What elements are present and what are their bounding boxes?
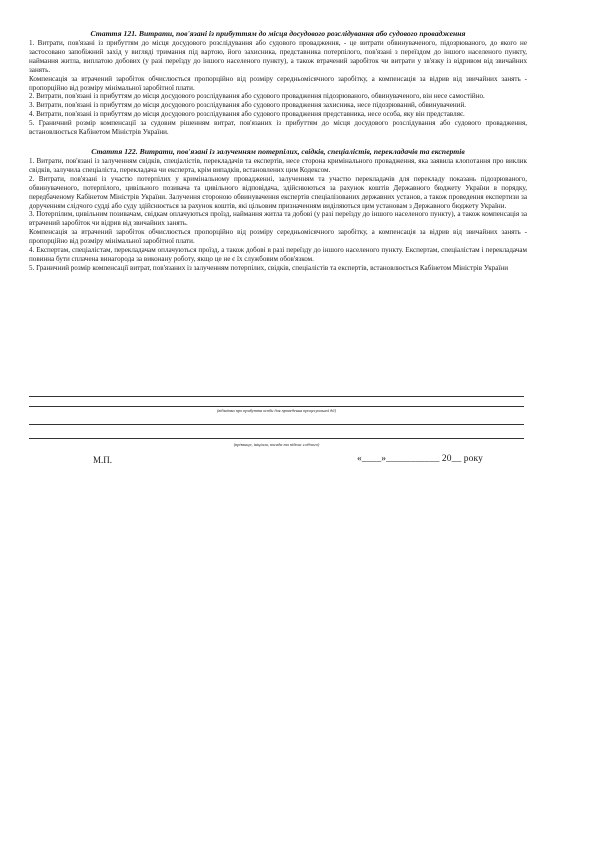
article-122-paragraph: Компенсація за втрачений заробіток обчислюється пропорційно від розміру середньомісячного заробітку, а компенсація за відрив від звичайних занять - пропорційно від розміру мінімальної заробітної плати.: [29, 228, 527, 246]
article-122-title: Стаття 122. Витрати, пов'язані із залученням потерпілих, свідків, спеціалістів, перекладачів та експертів: [91, 146, 465, 156]
article-121-paragraph: 4. Витрати, пов'язані із прибуттям до місця досудового розслідування або судового провадження представника, несе особа, яку він представляє.: [29, 110, 465, 119]
section-gap: [29, 137, 527, 147]
article-122-paragraph: 2. Витрати, пов'язані із участю потерпілих у кримінальному провадженні, залученням та участю перекладачів для перекладу показань підозрюваного, обвинуваченого, потерпілого, цивільного позивача та цивільного відповідача, здійснюються за рахунок коштів Державного бюджету України в порядку, передбаченому Кабінетом Міністрів України. Залучення стороною обвинувачення експертів спеціалізованих державних установ, а також проведення експертизи за дорученням слідчого судді або суду здійснюється за рахунок коштів, які цільовим призначенням виділяються цим установам з Державного бюджету України.: [29, 174, 527, 210]
officer-line-2: [29, 438, 524, 439]
article-121-paragraph: 5. Граничний розмір компенсації за судовим рішенням витрат, пов'язаних із прибуттям до місця досудового розслідування або судового провадження, встановлюється Кабінетом Міністрів України.: [29, 119, 527, 137]
article-122-paragraph: 1. Витрати, пов'язані із залученням свідків, спеціалістів, перекладачів та експертів, несе сторона кримінального провадження, яка заявила клопотання про виклик свідків, залучила спеціаліста, перекладача чи експерта, крім випадків, встановлених цим Кодексом.: [29, 156, 527, 174]
article-122-paragraph: 3. Потерпілим, цивільним позивачам, свідкам оплачуються проїзд, наймання житла та добові (у разі переїзду до іншого населеного пункту), а також компенсація за втрачений заробіток чи відрив від звичайних занять.: [29, 210, 527, 228]
signature-block: [29, 396, 524, 456]
article-122-paragraph: 4. Експертам, спеціалістам, перекладачам оплачуються проїзд, а також добові в разі переїзду до іншого населеного пункту. Експертам, спеціалістам і перекладачам повинна бути сплачена винагорода за виконану роботу, якщо це не є їх службовим обов'язком.: [29, 246, 527, 263]
stamp-label: М.П.: [93, 455, 113, 465]
date-line: «____»___________ 20__ року: [357, 454, 483, 464]
article-121-paragraph: Компенсація за втрачений заробіток обчислюється пропорційно від розміру середньомісячного заробітку, а компенсація за відрив від звичайних занять - пропорційно від розміру мінімальної заробітної плати.: [29, 74, 527, 92]
arrival-line-2: [29, 406, 524, 407]
article-121-title: Стаття 121. Витрати, пов'язані із прибуттям до місця досудового розслідування або судового провадження: [90, 29, 466, 38]
officer-caption: (прізвище, ініціали, посада та підпис слідчого): [233, 442, 320, 447]
article-121-paragraph: 2. Витрати, пов'язані із прибуттям до місця досудового розслідування або судового провадження підозрюваного, обвинуваченого, він несе самостійно.: [29, 92, 485, 101]
article-121-paragraph: 1. Витрати, пов'язані із прибуттям до місця досудового розслідування або судового провадження, - це витрати обвинуваченого, підозрюваного, до якого не застосовано запобіжний захід у вигляді тримання під вартою, його захисника, представника потерпілого, пов'язані з переїздом до іншого населеного пункту, наймання житла, виплатою добових (у разі переїзду до іншого населеного пункту), а також втрачений заробіток чи витрати у зв'язку із відривом від звичайних занять.: [29, 39, 527, 74]
arrival-line-1: [29, 396, 524, 397]
officer-line-1: [29, 424, 524, 425]
article-121-paragraph: 3. Витрати, пов'язані із прибуттям до місця досудового розслідування або судового провадження захисника, несе підозрюваний, обвинувачений.: [29, 101, 467, 110]
document-body: [29, 29, 527, 273]
article-122-paragraph: 5. Граничний розмір компенсації витрат, пов'язаних із залученням потерпілих, свідків, спеціалістів та експертів, встановлюється Кабінетом Міністрів України: [29, 263, 509, 272]
arrival-caption: (відмітка про прибуття особи для проведення процесуальної дії): [216, 408, 337, 413]
